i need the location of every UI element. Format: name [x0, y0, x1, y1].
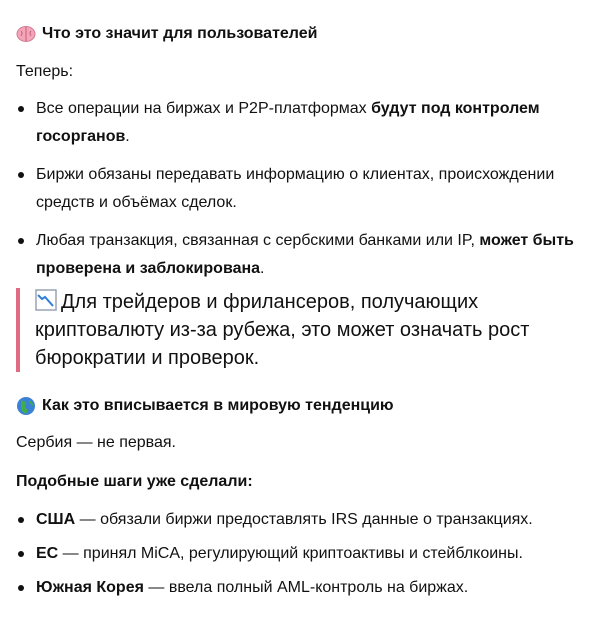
- chart-decreasing-icon: [35, 289, 57, 311]
- country-list: [16, 506, 576, 612]
- user-impact-list: [16, 95, 576, 293]
- intro-text: Теперь:: [16, 63, 74, 80]
- list-item: ЕС — принял MiCA, регулирующий криптоактивы и стейблкоины.: [16, 540, 576, 568]
- intro-text: Сербия — не первая.: [16, 434, 176, 451]
- section-heading-users: [16, 23, 318, 45]
- brain-icon: [16, 24, 36, 44]
- list-item: США — обязали биржи предоставлять IRS данные о транзакциях.: [16, 506, 576, 534]
- quote-text: Для трейдеров и фрилансеров, получающих криптовалюту из-за рубежа, это может означать рост бюрократии и проверок.: [35, 291, 530, 369]
- subheading: Подобные шаги уже сделали:: [16, 473, 253, 490]
- section-heading-trend: [16, 395, 394, 417]
- section-heading-text: Что это значит для пользователей: [42, 25, 318, 42]
- globe-icon: [16, 396, 36, 416]
- section-heading-text: Как это вписывается в мировую тенденцию: [42, 397, 394, 414]
- list-item: Южная Корея — ввела полный AML-контроль на биржах.: [16, 574, 576, 602]
- list-item: Все операции на биржах и P2P-платформах будут под контролем госорганов.: [16, 95, 576, 151]
- list-item: Биржи обязаны передавать информацию о клиентах, происхождении средств и объёмах сделок.: [16, 161, 576, 217]
- list-item: Любая транзакция, связанная с сербскими банками или IP, может быть проверена и заблокирована.: [16, 227, 576, 283]
- blockquote: [16, 288, 585, 372]
